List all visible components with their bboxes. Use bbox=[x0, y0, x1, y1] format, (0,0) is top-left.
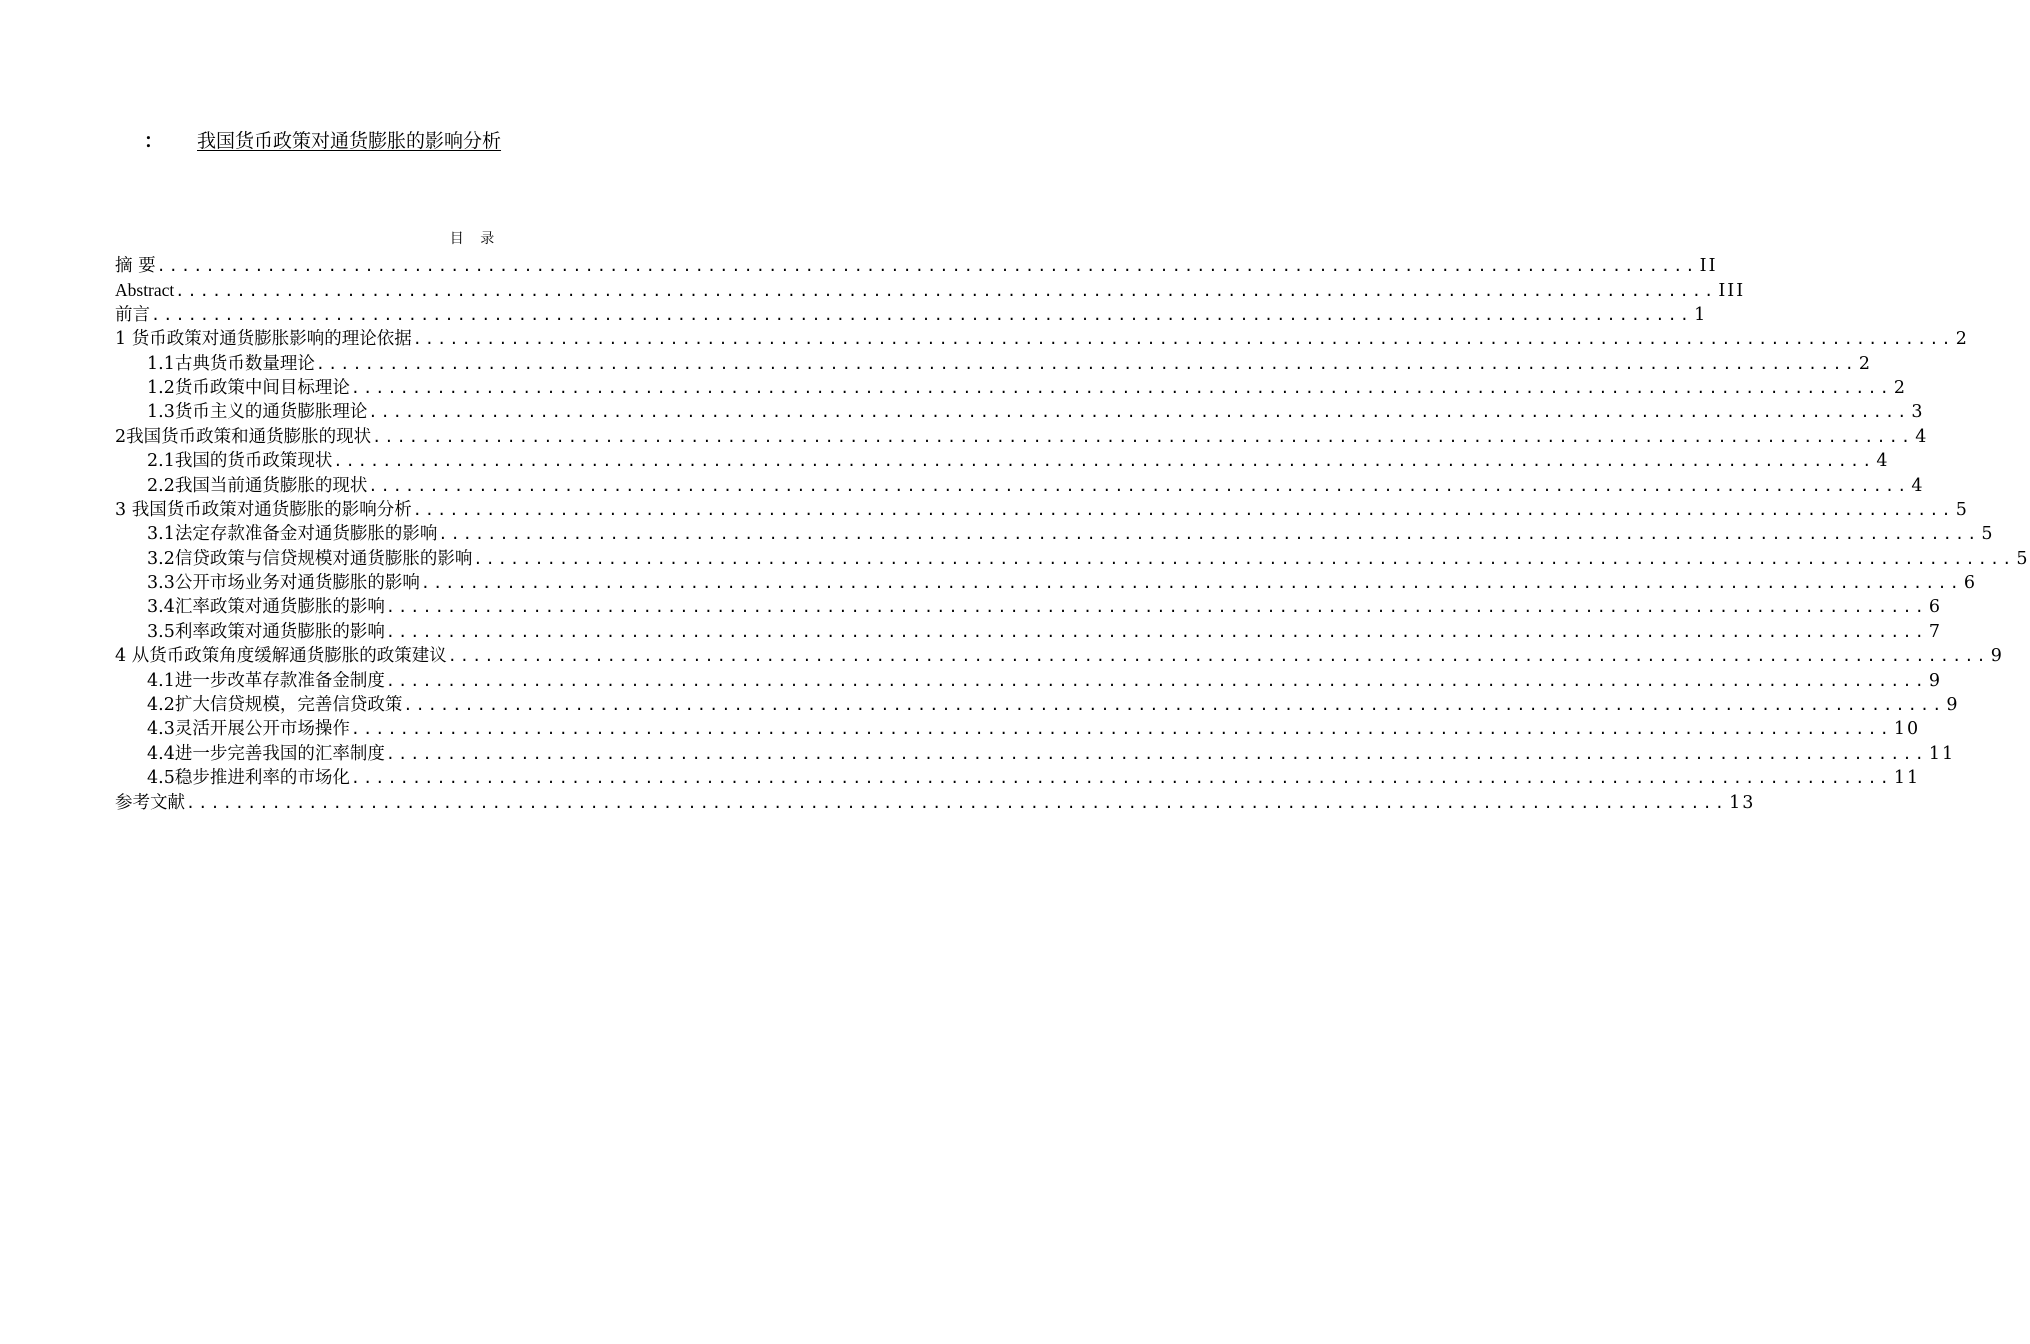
toc-leader-dots: .............................................................................................................................. bbox=[186, 793, 1728, 812]
toc-leader-dots: .............................................................................................................................. bbox=[412, 330, 1954, 349]
toc-leader-dots: .............................................................................................................................. bbox=[333, 452, 1875, 471]
toc-entry-page: 10 bbox=[1893, 719, 1921, 740]
toc-entry-page: 9 bbox=[1946, 695, 1960, 716]
toc-leader-dots: .............................................................................................................................. bbox=[473, 549, 2015, 568]
toc-entry-page: 1 bbox=[1694, 304, 1708, 325]
toc-entry[interactable] bbox=[115, 766, 1921, 790]
toc-entry-page: 3 bbox=[1911, 402, 1925, 423]
toc-entry-page: 11 bbox=[1893, 768, 1921, 789]
toc-entry[interactable] bbox=[115, 327, 1969, 351]
toc-leader-dots: .............................................................................................................................. bbox=[368, 403, 1910, 422]
document-title: 我国货币政策对通货膨胀的影响分析 bbox=[197, 130, 502, 152]
toc-entry[interactable] bbox=[115, 303, 1708, 327]
toc-entry[interactable] bbox=[115, 376, 1908, 400]
toc-entry-page: 2 bbox=[1858, 353, 1873, 374]
toc-leader-dots: .............................................................................................................................. bbox=[175, 282, 1717, 301]
toc-entry-label: 3.2信贷政策与信贷规模对通货膨胀的影响 bbox=[147, 548, 473, 569]
toc-entry-label: 1.3货币主义的通货膨胀理论 bbox=[147, 402, 368, 423]
toc-entry[interactable] bbox=[115, 474, 1925, 498]
toc-leader-dots: .............................................................................................................................. bbox=[350, 720, 1892, 739]
toc-leader-dots: .............................................................................................................................. bbox=[385, 744, 1927, 763]
toc-entry-label: 3 我国货币政策对通货膨胀的影响分析 bbox=[115, 499, 412, 520]
toc-entry[interactable] bbox=[115, 644, 2004, 668]
toc-entry-page: II bbox=[1699, 256, 1718, 276]
table-of-contents bbox=[115, 254, 2030, 815]
toc-entry-label: 2.2我国当前通货膨胀的现状 bbox=[147, 475, 368, 496]
toc-entry-page: 6 bbox=[1928, 597, 1943, 618]
toc-entry[interactable] bbox=[115, 547, 2030, 571]
toc-entry-page: 9 bbox=[1928, 670, 1943, 691]
toc-entry-page: 9 bbox=[1990, 646, 2004, 667]
toc-leader-dots: .............................................................................................................................. bbox=[403, 696, 1945, 715]
toc-entry[interactable] bbox=[115, 254, 1718, 278]
toc-entry[interactable] bbox=[115, 278, 1746, 302]
toc-entry-page: 2 bbox=[1955, 329, 1969, 350]
toc-entry-label: 2.1我国的货币政策现状 bbox=[147, 451, 333, 472]
toc-entry-label: 前言 bbox=[115, 304, 150, 325]
toc-entry-label: 3.4汇率政策对通货膨胀的影响 bbox=[147, 597, 385, 618]
toc-entry[interactable] bbox=[115, 693, 1960, 717]
toc-entry[interactable] bbox=[115, 425, 1929, 449]
document-title-line bbox=[144, 128, 501, 154]
toc-entry-label: 1.2货币政策中间目标理论 bbox=[147, 377, 350, 398]
toc-entry-label: 1 货币政策对通货膨胀影响的理论依据 bbox=[115, 329, 412, 350]
toc-entry[interactable] bbox=[115, 620, 1943, 644]
toc-entry[interactable] bbox=[115, 669, 1943, 693]
toc-entry-label: 2我国货币政策和通货膨胀的现状 bbox=[115, 426, 372, 447]
toc-entry-label: 4.2扩大信贷规模，完善信贷政策 bbox=[147, 695, 403, 716]
toc-entry-page: 4 bbox=[1876, 451, 1890, 472]
toc-leader-dots: .............................................................................................................................. bbox=[438, 525, 1980, 544]
toc-entry-page: 5 bbox=[1955, 499, 1969, 520]
toc-entry-label: 4.1进一步改革存款准备金制度 bbox=[147, 670, 385, 691]
toc-entry[interactable] bbox=[115, 595, 1943, 619]
toc-entry-page: 4 bbox=[1911, 475, 1925, 496]
toc-leader-dots: .............................................................................................................................. bbox=[315, 354, 1857, 373]
toc-entry[interactable] bbox=[115, 400, 1925, 424]
toc-entry-page: 7 bbox=[1928, 621, 1943, 642]
toc-entry-label: 4.3灵活开展公开市场操作 bbox=[147, 719, 350, 740]
toc-entry-page: 11 bbox=[1928, 743, 1956, 764]
toc-entry-page: 13 bbox=[1729, 792, 1756, 813]
toc-entry-page: 5 bbox=[2016, 548, 2030, 569]
toc-heading: 目 录 bbox=[449, 231, 501, 247]
toc-entry-page: 6 bbox=[1963, 573, 1978, 594]
toc-leader-dots: .............................................................................................................................. bbox=[368, 476, 1910, 495]
title-colon: ： bbox=[144, 130, 164, 152]
toc-entry[interactable] bbox=[115, 522, 1995, 546]
toc-leader-dots: .............................................................................................................................. bbox=[385, 598, 1927, 617]
toc-entry-page: 5 bbox=[1981, 524, 1995, 545]
toc-entry[interactable] bbox=[115, 717, 1921, 741]
toc-entry[interactable] bbox=[115, 791, 1756, 815]
toc-entry-page: III bbox=[1718, 281, 1746, 302]
toc-entry-label: 3.5利率政策对通货膨胀的影响 bbox=[147, 621, 385, 642]
toc-leader-dots: .............................................................................................................................. bbox=[151, 305, 1693, 324]
toc-entry-label: 4 从货币政策角度缓解通货膨胀的政策建议 bbox=[115, 646, 447, 667]
toc-entry[interactable] bbox=[115, 352, 1873, 376]
toc-entry[interactable] bbox=[115, 742, 1956, 766]
toc-entry[interactable] bbox=[115, 498, 1969, 522]
toc-leader-dots: .............................................................................................................................. bbox=[385, 671, 1927, 690]
toc-entry-page: 2 bbox=[1893, 377, 1908, 398]
toc-entry-page: 4 bbox=[1915, 426, 1929, 447]
toc-entry-label: 3.1法定存款准备金对通货膨胀的影响 bbox=[147, 524, 438, 545]
toc-leader-dots: .............................................................................................................................. bbox=[372, 427, 1914, 446]
toc-entry-label: Abstract bbox=[115, 280, 175, 301]
toc-leader-dots: .............................................................................................................................. bbox=[156, 257, 1698, 275]
toc-leader-dots: .............................................................................................................................. bbox=[420, 574, 1962, 593]
toc-leader-dots: .............................................................................................................................. bbox=[447, 647, 1989, 666]
toc-leader-dots: .............................................................................................................................. bbox=[412, 500, 1954, 519]
toc-entry-label: 3.3公开市场业务对通货膨胀的影响 bbox=[147, 573, 420, 594]
toc-entry-label: 4.4进一步完善我国的汇率制度 bbox=[147, 743, 385, 764]
toc-entry-label: 摘 要 bbox=[115, 256, 156, 276]
toc-entry-label: 1.1古典货币数量理论 bbox=[147, 353, 315, 374]
toc-entry-label: 参考文献 bbox=[115, 792, 185, 813]
toc-leader-dots: .............................................................................................................................. bbox=[385, 622, 1927, 641]
toc-entry-label: 4.5稳步推进利率的市场化 bbox=[147, 768, 350, 789]
toc-entry[interactable] bbox=[115, 571, 1978, 595]
toc-entry[interactable] bbox=[115, 449, 1890, 473]
toc-leader-dots: .............................................................................................................................. bbox=[350, 769, 1892, 788]
toc-leader-dots: .............................................................................................................................. bbox=[350, 378, 1892, 397]
